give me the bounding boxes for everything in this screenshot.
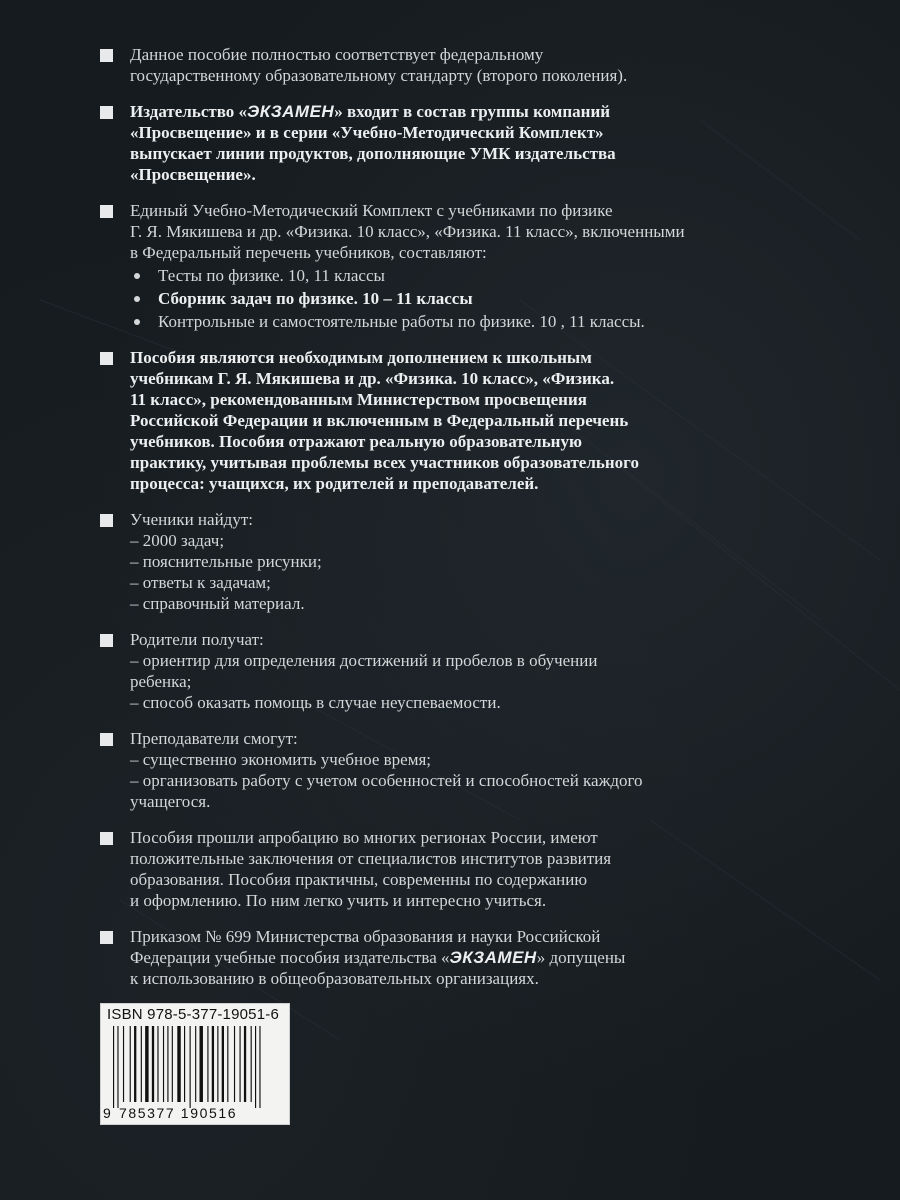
- paragraph-approbation: Пособия прошли апробацию во многих регионах России, имеют положительные заключения от специалистов институтов развития образования. Пособия практичны, современны по содержанию и оформлению. По ним легко учить и интересно учиться.: [100, 827, 870, 911]
- paragraph-supplement: Пособия являются необходимым дополнением к школьным учебникам Г. Я. Мякишева и др. «Физика. 10 класс», «Физика. 11 класс», рекомендованным Министерством просвещения Российской Федерации и включенным в Федеральный перечень учебников. Пособия отражают реальную образовательную практику, учитывая проблемы всех участников образовательного процесса: учащихся, их родителей и преподавателей.: [100, 347, 870, 494]
- square-bullet-icon: [100, 352, 113, 365]
- paragraph-students: Ученики найдут: – 2000 задач; – пояснительные рисунки; – ответы к задачам; – справочный материал.: [100, 509, 870, 614]
- barcode-bar: [145, 1026, 148, 1102]
- square-bullet-icon: [100, 205, 113, 218]
- barcode-bar: [117, 1026, 118, 1108]
- barcode-bar: [172, 1026, 173, 1102]
- square-bullet-icon: [100, 49, 113, 62]
- ean-digits: 785377 190516: [119, 1105, 238, 1121]
- ean-first-digit: 9: [103, 1105, 111, 1121]
- paragraph-parents: Родители получат: – ориентир для определения достижений и пробелов в обучении ребенка; – способ оказать помощь в случае неуспеваемости.: [100, 629, 870, 713]
- barcode-icon: [105, 1026, 285, 1108]
- barcode-bar: [141, 1026, 142, 1102]
- barcode-bar: [157, 1026, 158, 1102]
- isbn-label: [100, 1003, 290, 1125]
- barcode-bar: [167, 1026, 168, 1102]
- paragraph-publisher: Издательство «ЭКЗАМЕН» входит в состав группы компаний «Просвещение» и в серии «Учебно-Методический Комплект» выпускает линии продуктов, дополняющие УМК издательства «Просвещение».: [100, 101, 870, 185]
- barcode-bar: [195, 1026, 196, 1102]
- barcode-bar: [200, 1026, 203, 1102]
- barcode-bar: [130, 1026, 131, 1102]
- square-bullet-icon: [100, 832, 113, 845]
- publisher-brand: ЭКЗАМЕН: [449, 948, 537, 967]
- text-content: [100, 44, 870, 1004]
- barcode-bar: [190, 1026, 191, 1108]
- barcode-bar: [123, 1026, 124, 1102]
- barcode-bar: [259, 1026, 260, 1108]
- barcode-bar: [184, 1026, 185, 1102]
- list-item: Контрольные и самостоятельные работы по физике. 10 , 11 классы.: [130, 311, 870, 332]
- barcode-bar: [251, 1026, 252, 1102]
- square-bullet-icon: [100, 931, 113, 944]
- paragraph-umk: Единый Учебно-Методический Комплект с учебниками по физике Г. Я. Мякишева и др. «Физика. 10 класс», «Физика. 11 класс», включенными в Федеральный перечень учебников, составляют: Тесты по физике. 10, 11 классы Сборник задач по физике. 10 – 11 классы Контрольные и самостоятельные работы по физике. 10 , 11 классы.: [100, 200, 870, 332]
- barcode-bar: [207, 1026, 208, 1102]
- square-bullet-icon: [100, 106, 113, 119]
- barcode-bar: [177, 1026, 180, 1102]
- paragraph-standard: Данное пособие полностью соответствует федеральному государственному образовательному стандарту (второго поколения).: [100, 44, 870, 86]
- list-item: Тесты по физике. 10, 11 классы: [130, 265, 870, 286]
- dot-bullet-icon: [134, 296, 140, 302]
- dot-bullet-icon: [134, 273, 140, 279]
- publisher-brand: ЭКЗАМЕН: [247, 102, 335, 121]
- square-bullet-icon: [100, 733, 113, 746]
- dot-bullet-icon: [134, 319, 140, 325]
- barcode-bar: [134, 1026, 136, 1102]
- barcode-bar: [217, 1026, 218, 1102]
- barcode-bar: [163, 1026, 164, 1102]
- isbn-number: ISBN 978-5-377-19051-6: [107, 1006, 280, 1023]
- paragraph-teachers: Преподаватели смогут: – существенно экономить учебное время; – организовать работу с учетом особенностей и способностей каждого учащегося.: [100, 728, 870, 812]
- list-item: Сборник задач по физике. 10 – 11 классы: [130, 288, 870, 309]
- barcode-bar: [244, 1026, 246, 1102]
- barcode-bar: [152, 1026, 154, 1102]
- barcode-bar: [240, 1026, 241, 1102]
- square-bullet-icon: [100, 634, 113, 647]
- paragraph-order: Приказом № 699 Министерства образования и науки Российской Федерации учебные пособия издательства «ЭКЗАМЕН» допущены к использованию в общеобразовательных организациях.: [100, 926, 870, 989]
- barcode-bar: [227, 1026, 228, 1102]
- barcode-bar: [222, 1026, 224, 1102]
- barcode-bar: [113, 1026, 114, 1108]
- barcode-bar: [255, 1026, 256, 1108]
- square-bullet-icon: [100, 514, 113, 527]
- barcode-bar: [234, 1026, 235, 1102]
- barcode-bar: [212, 1026, 214, 1102]
